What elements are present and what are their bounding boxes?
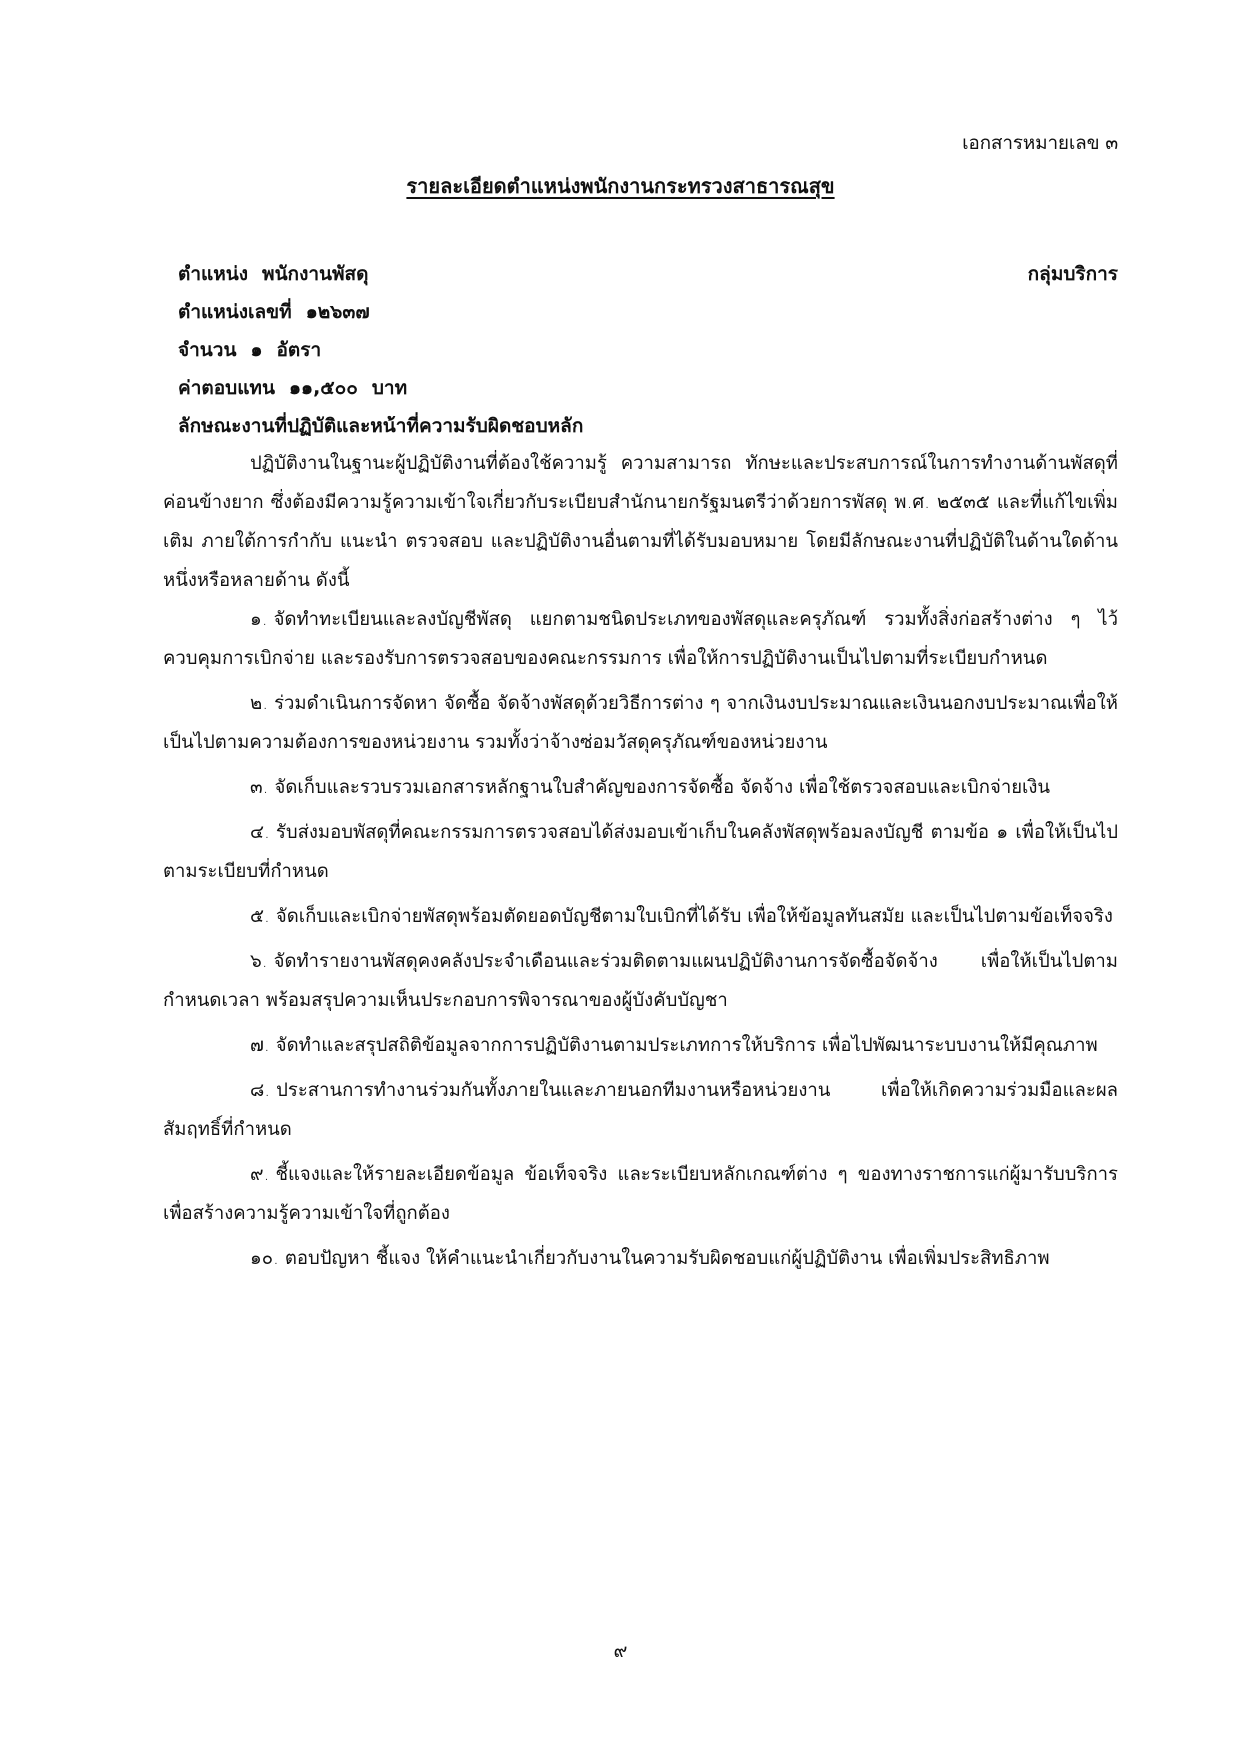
compensation-value: ๑๑,๕๐๐ (288, 377, 358, 399)
duty-text: จัดทำและสรุปสถิติข้อมูลจากการปฏิบัติงานตามประเภทการให้บริการ เพื่อไปพัฒนาระบบงานให้มีคุณภาพ (275, 1035, 1098, 1056)
position-header (178, 255, 1118, 445)
duty-text: จัดทำทะเบียนและลงบัญชีพัสดุ แยกตามชนิดประเภทของพัสดุและครุภัณฑ์ รวมทั้งสิ่งก่อสร้างต่าง ๆ ไว้ควบคุมการเบิกจ่าย และรองรับการตรวจสอบของคณะกรรมการ เพื่อให้การปฏิบัติงานเป็นไปตามที่ระเบียบกำหนด (163, 609, 1118, 669)
duty-item (163, 1026, 1118, 1065)
duty-text: ตอบปัญหา ชี้แจง ให้คำแนะนำเกี่ยวกับงานในความรับผิดชอบแก่ผู้ปฏิบัติงาน เพื่อเพิ่มประสิทธิภาพ (284, 1248, 1050, 1269)
duty-item (163, 684, 1118, 762)
duty-item (163, 1239, 1118, 1278)
document-title: รายละเอียดตำแหน่งพนักงานกระทรวงสาธารณสุข (406, 174, 835, 198)
document-number-label: เอกสารหมายเลข ๓ (962, 132, 1118, 154)
duties-heading: ลักษณะงานที่ปฏิบัติและหน้าที่ความรับผิดชอบหลัก (178, 415, 584, 437)
position-group: กลุ่มบริการ (1027, 263, 1118, 285)
duty-number: ๘. (250, 1080, 271, 1101)
compensation-label: ค่าตอบแทน (178, 377, 275, 399)
duties-heading-line (178, 407, 1118, 445)
position-line (178, 255, 1118, 293)
duty-item (163, 1155, 1118, 1233)
quantity-line (178, 331, 1118, 369)
duty-item (163, 942, 1118, 1020)
duty-number: ๖. (250, 951, 268, 972)
duty-number: ๗. (250, 1035, 270, 1056)
duty-number: ๑. (250, 609, 268, 630)
duty-text: จัดเก็บและรวบรวมเอกสารหลักฐานใบสำคัญของการจัดซื้อ จัดจ้าง เพื่อใช้ตรวจสอบและเบิกจ่ายเงิน (274, 777, 1051, 798)
duty-list (163, 600, 1118, 1278)
duty-item (163, 768, 1118, 807)
position-field (178, 255, 368, 293)
duty-text: จัดทำรายงานพัสดุคงคลังประจำเดือนและร่วมติดตามแผนปฏิบัติงานการจัดซื้อจัดจ้าง เพื่อให้เป็นไปตามกำหนดเวลา พร้อมสรุปความเห็นประกอบการพิจารณาของผู้บังคับบัญชา (163, 951, 1118, 1011)
duty-text: รับส่งมอบพัสดุที่คณะกรรมการตรวจสอบได้ส่งมอบเข้าเก็บในคลังพัสดุพร้อมลงบัญชี ตามข้อ ๑ เพื่อให้เป็นไปตามระเบียบที่กำหนด (163, 822, 1118, 882)
position-number-value: ๑๒๖๓๗ (305, 301, 370, 323)
duty-number: ๓. (250, 777, 269, 798)
duty-item (163, 813, 1118, 891)
duty-text: ประสานการทำงานร่วมกันทั้งภายในและภายนอกทีมงานหรือหน่วยงาน เพื่อให้เกิดความร่วมมือและผลสัมฤทธิ์ที่กำหนด (163, 1080, 1118, 1140)
compensation-unit: บาท (371, 377, 408, 399)
position-number-label: ตำแหน่งเลขที่ (178, 301, 292, 323)
duty-text: ชี้แจงและให้รายละเอียดข้อมูล ข้อเท็จจริง และระเบียบหลักเกณฑ์ต่าง ๆ ของทางราชการแก่ผู้มารับบริการ เพื่อสร้างความรู้ความเข้าใจที่ถูกต้อง (163, 1164, 1118, 1224)
position-number-line (178, 293, 1118, 331)
duty-text: จัดเก็บและเบิกจ่ายพัสดุพร้อมตัดยอดบัญชีตามใบเบิกที่ได้รับ เพื่อให้ข้อมูลทันสมัย และเป็นไปตามข้อเท็จจริง (275, 906, 1113, 927)
duty-text: ร่วมดำเนินการจัดหา จัดซื้อ จัดจ้างพัสดุด้วยวิธีการต่าง ๆ จากเงินงบประมาณและเงินนอกงบประมาณเพื่อให้เป็นไปตามความต้องการของหน่วยงาน รวมทั้งว่าจ้างซ่อมวัสดุครุภัณฑ์ของหน่วยงาน (163, 693, 1118, 753)
duty-number: ๙. (250, 1164, 270, 1185)
duty-item (163, 600, 1118, 678)
intro-paragraph: ปฏิบัติงานในฐานะผู้ปฏิบัติงานที่ต้องใช้ความรู้ ความสามารถ ทักษะและประสบการณ์ในการทำงานด้านพัสดุที่ค่อนข้างยาก ซึ่งต้องมีความรู้ความเข้าใจเกี่ยวกับระเบียบสำนักนายกรัฐมนตรีว่าด้วยการพัสดุ พ.ศ. ๒๕๓๕ และที่แก้ไขเพิ่มเติม ภายใต้การกำกับ แนะนำ ตรวจสอบ และปฏิบัติงานอื่นตามที่ได้รับมอบหมาย โดยมีลักษณะงานที่ปฏิบัติในด้านใดด้านหนึ่งหรือหลายด้าน ดังนี้ (163, 453, 1118, 591)
page-number: ๙ (613, 1640, 628, 1662)
position-label: ตำแหน่ง (178, 263, 249, 285)
duty-number: ๑๐. (250, 1248, 279, 1269)
quantity-label: จำนวน (178, 339, 237, 361)
quantity-value: ๑ (250, 339, 263, 361)
duty-number: ๒. (250, 693, 269, 714)
position-value: พนักงานพัสดุ (262, 263, 369, 285)
quantity-unit: อัตรา (276, 339, 322, 361)
duty-item (163, 1071, 1118, 1149)
duty-number: ๕. (250, 906, 270, 927)
duty-number: ๔. (250, 822, 270, 843)
compensation-line (178, 369, 1118, 407)
duty-item (163, 897, 1118, 936)
duties-body (163, 444, 1118, 1284)
